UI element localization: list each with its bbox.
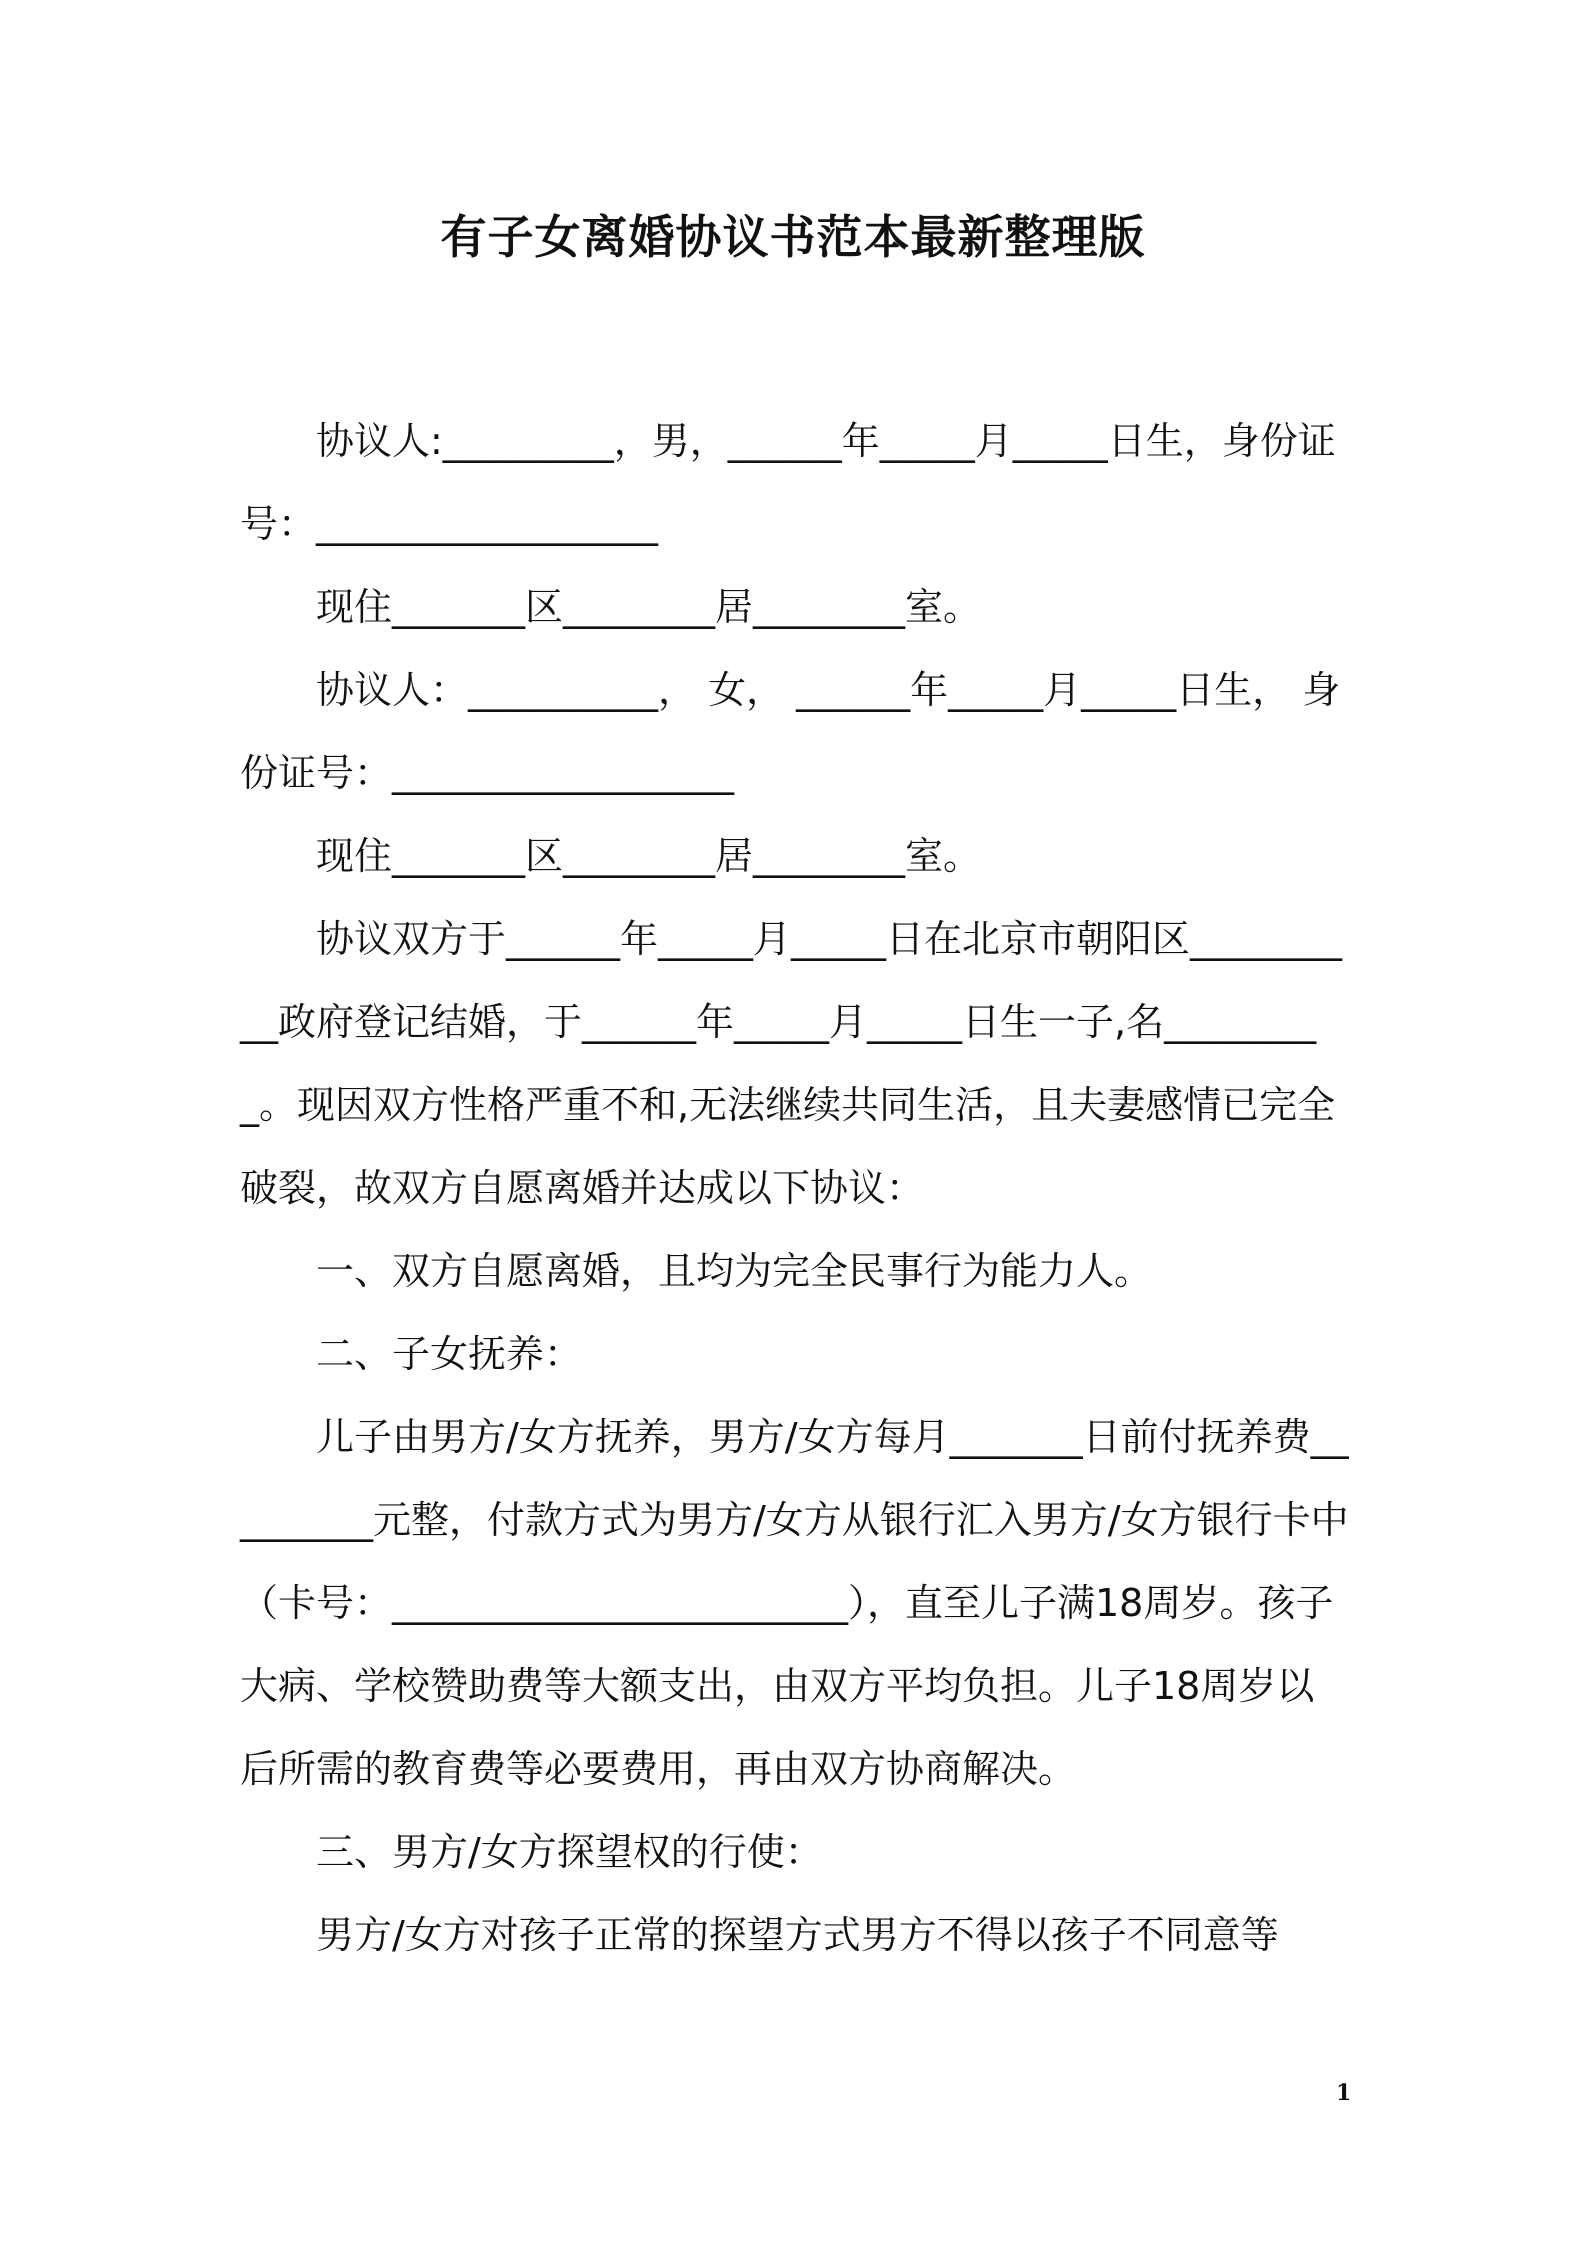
paragraph-address-male: 现住_______区________居________室。	[316, 585, 982, 629]
paragraph-address-female: 现住_______区________居________室。	[316, 834, 982, 878]
document-body	[240, 400, 1350, 1977]
paragraph-marriage-background: 协议双方于______年_____月_____日在北京市朝阳区__________政府登记结婚，于______年_____月_____日生一子,名_________。现因双方性格严重不和,无法继续共同生活，且夫妻感情已完全破裂，故双方自愿离婚并达成以下协议：	[240, 917, 1343, 1210]
paragraph-party-male: 协议人:_________，男，______年_____月_____日生，身份证号：__________________	[240, 419, 1336, 546]
paragraph-clause-one: 一、双方自愿离婚，且均为完全民事行为能力人。	[316, 1249, 1153, 1293]
paragraph-visitation-start: 男方/女方对孩子正常的探望方式男方不得以孩子不同意等	[316, 1913, 1279, 1957]
page-number: 1	[1336, 2080, 1352, 2106]
paragraph-clause-three-heading: 三、男方/女方探望权的行使：	[316, 1830, 823, 1874]
paragraph-child-support: 儿子由男方/女方抚养，男方/女方每月_______日前付抚养费_________元整，付款方式为男方/女方从银行汇入男方/女方银行卡中（卡号：________________________），直至儿子满18周岁。孩子大病、学校赞助费等大额支出，由双方平均负担。儿子18周岁以后所需的教育费等必要费用，再由双方协商解决。	[240, 1415, 1349, 1791]
paragraph-party-female: 协议人：__________， 女， ______年_____月_____日生， 身份证号：__________________	[240, 668, 1341, 795]
paragraph-clause-two-heading: 二、子女抚养：	[316, 1332, 583, 1376]
document-title: 有子女离婚协议书范本最新整理版	[440, 210, 1146, 264]
